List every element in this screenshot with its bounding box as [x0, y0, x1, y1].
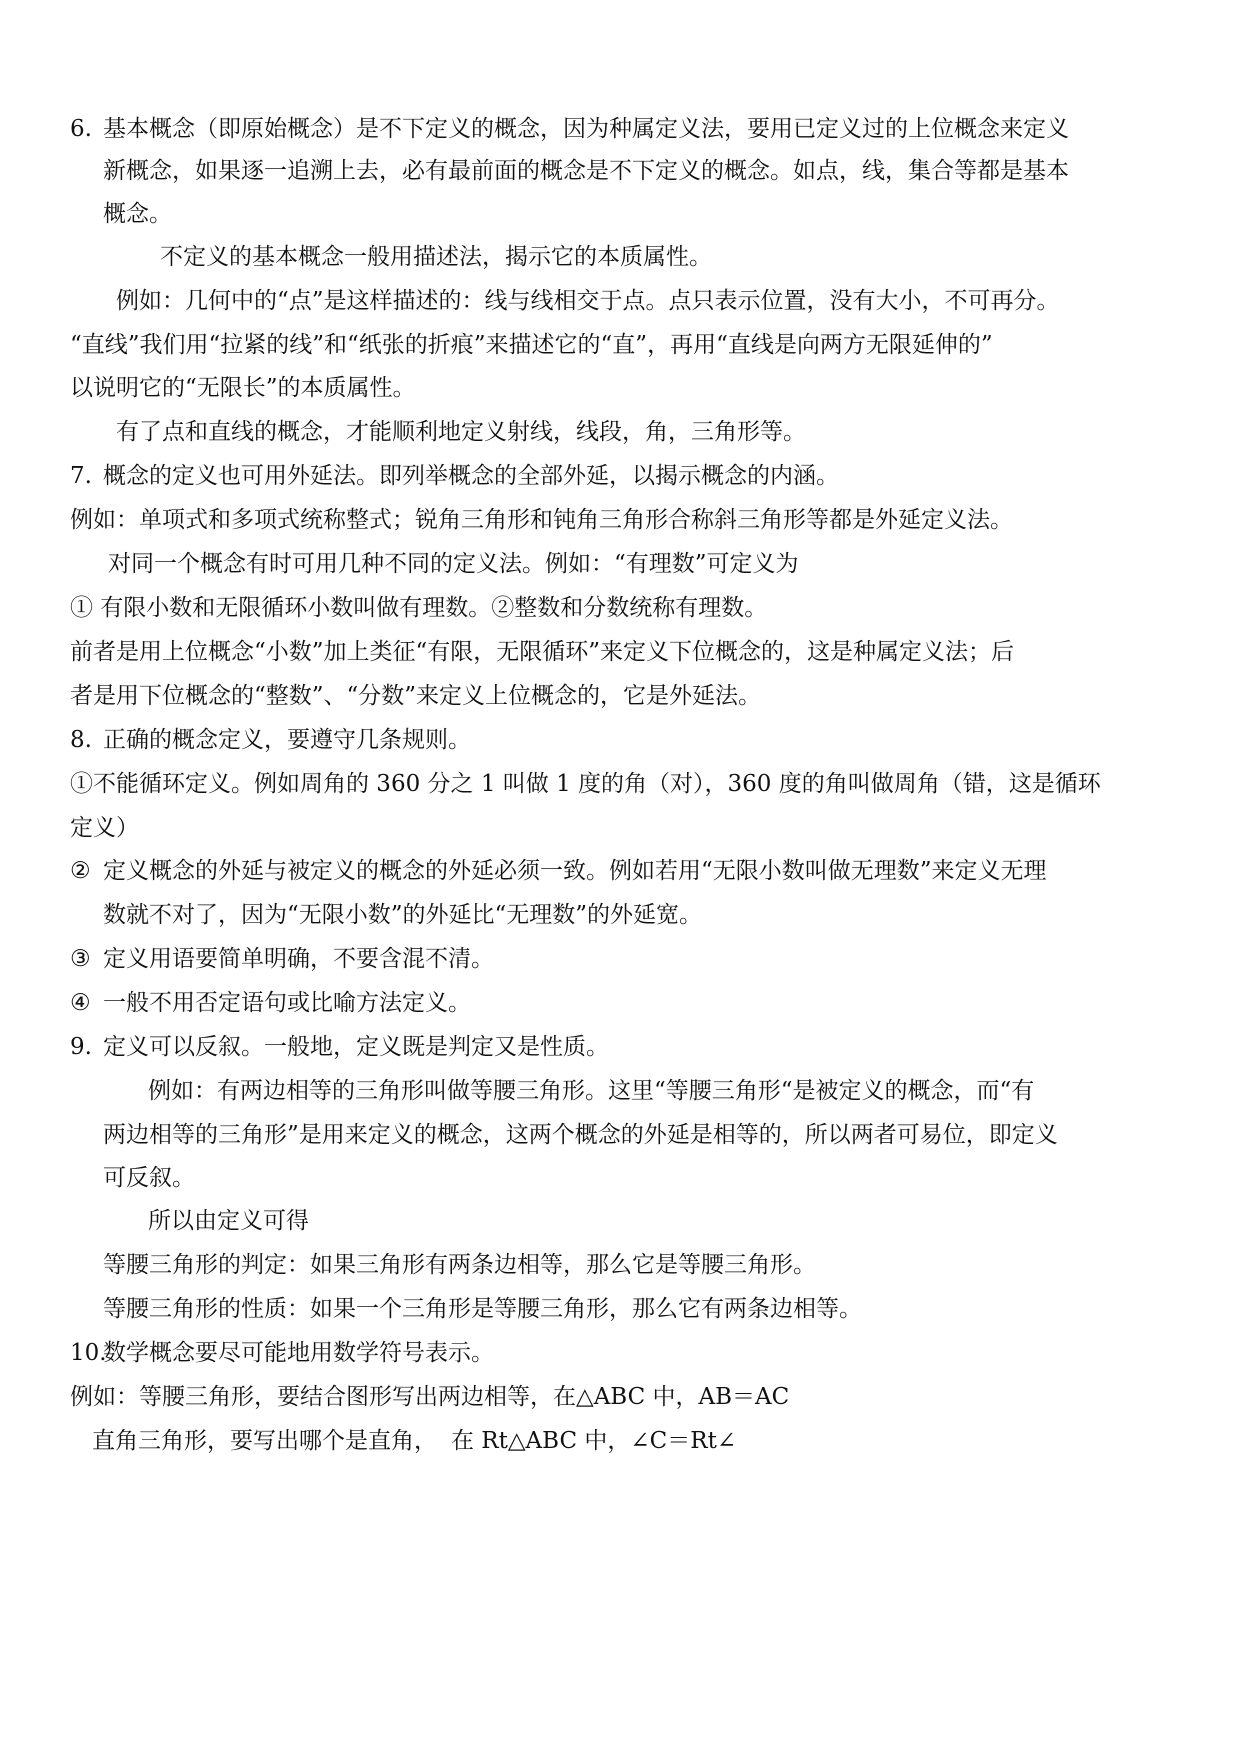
rule-line: 定义概念的外延与被定义的概念的外延必须一致。例如若用“无限小数叫做无理数”来定义无理	[103, 858, 1047, 884]
example-line: 例如：单项式和多项式统称整式；锐角三角形和钝角三角形合称斜三角形等都是外延定义法。	[70, 507, 1013, 533]
rule-line: 定义）	[70, 815, 139, 841]
paragraph-line: 有了点和直线的概念，才能顺利地定义射线，线段，角，三角形等。	[116, 419, 806, 445]
example-line: 例如：等腰三角形，要结合图形写出两边相等，在△ABC 中，AB＝AC	[70, 1384, 790, 1410]
rule-line: 数就不对了，因为“无限小数”的外延比“无理数”的外延宽。	[103, 902, 703, 928]
example-line: 可反叙。	[103, 1165, 195, 1191]
rule-line: ①不能循环定义。例如周角的 360 分之 1 叫做 1 度的角（对），360 度的角叫做周角（错，这是循环	[70, 771, 1101, 797]
paragraph-line: 等腰三角形的判定：如果三角形有两条边相等，那么它是等腰三角形。	[103, 1252, 816, 1278]
paragraph-line: 等腰三角形的性质：如果一个三角形是等腰三角形，那么它有两条边相等。	[103, 1296, 862, 1322]
paragraph-line: 数学概念要尽可能地用数学符号表示。	[103, 1340, 494, 1366]
paragraph-line: 新概念，如果逐一追溯上去，必有最前面的概念是不下定义的概念。如点，线，集合等都是基本	[103, 158, 1069, 184]
paragraph-line: 概念。	[103, 201, 172, 227]
rule-line: 一般不用否定语句或比喻方法定义。	[103, 990, 471, 1016]
section-number-8: 8.	[70, 727, 92, 753]
section-number-7: 7.	[70, 463, 92, 489]
example-line: 直角三角形，要写出哪个是直角，	[92, 1428, 437, 1454]
paragraph-line: 定义可以反叙。一般地，定义既是判定又是性质。	[103, 1034, 609, 1060]
paragraph-line: ① 有限小数和无限循环小数叫做有理数。②整数和分数统称有理数。	[70, 595, 768, 621]
example-line: 两边相等的三角形”是用来定义的概念，这两个概念的外延是相等的，所以两者可易位，即定义	[103, 1122, 1058, 1148]
paragraph-line: 不定义的基本概念一般用描述法，揭示它的本质属性。	[160, 244, 712, 270]
rule-line: 定义用语要简单明确，不要含混不清。	[103, 946, 494, 972]
section-number-9: 9.	[70, 1034, 92, 1060]
example-line: 以说明它的“无限长”的本质属性。	[70, 375, 416, 401]
section-number-6: 6.	[70, 116, 92, 142]
rule-marker: ②	[70, 858, 91, 884]
example-line: 例如：有两边相等的三角形叫做等腰三角形。这里“等腰三角形“是被定义的概念，而“有	[148, 1078, 1035, 1104]
paragraph-line: 所以由定义可得	[148, 1208, 309, 1234]
section-number-10: 10.	[70, 1340, 107, 1366]
paragraph-line: 基本概念（即原始概念）是不下定义的概念，因为种属定义法，要用已定义过的上位概念来定义	[103, 116, 1069, 142]
rule-marker: ④	[70, 990, 91, 1016]
paragraph-line: 前者是用上位概念“小数”加上类征“有限，无限循环”来定义下位概念的，这是种属定义法；后	[70, 639, 1015, 665]
paragraph-line: 者是用下位概念的“整数”、“分数”来定义上位概念的，它是外延法。	[70, 683, 762, 709]
paragraph-line: 正确的概念定义，要遵守几条规则。	[103, 727, 471, 753]
paragraph-line: 对同一个概念有时可用几种不同的定义法。例如：“有理数”可定义为	[108, 551, 799, 577]
example-line: 例如：几何中的“点”是这样描述的：线与线相交于点。点只表示位置，没有大小，不可再分。	[116, 288, 1060, 314]
example-line: 在 Rt△ABC 中，∠C＝Rt∠	[451, 1428, 737, 1454]
example-line: “直线”我们用“拉紧的线”和“纸张的折痕”来描述它的“直”，再用“直线是向两方无限延伸的”	[70, 332, 993, 358]
paragraph-line: 概念的定义也可用外延法。即列举概念的全部外延，以揭示概念的内涵。	[103, 463, 839, 489]
rule-marker: ③	[70, 946, 91, 972]
